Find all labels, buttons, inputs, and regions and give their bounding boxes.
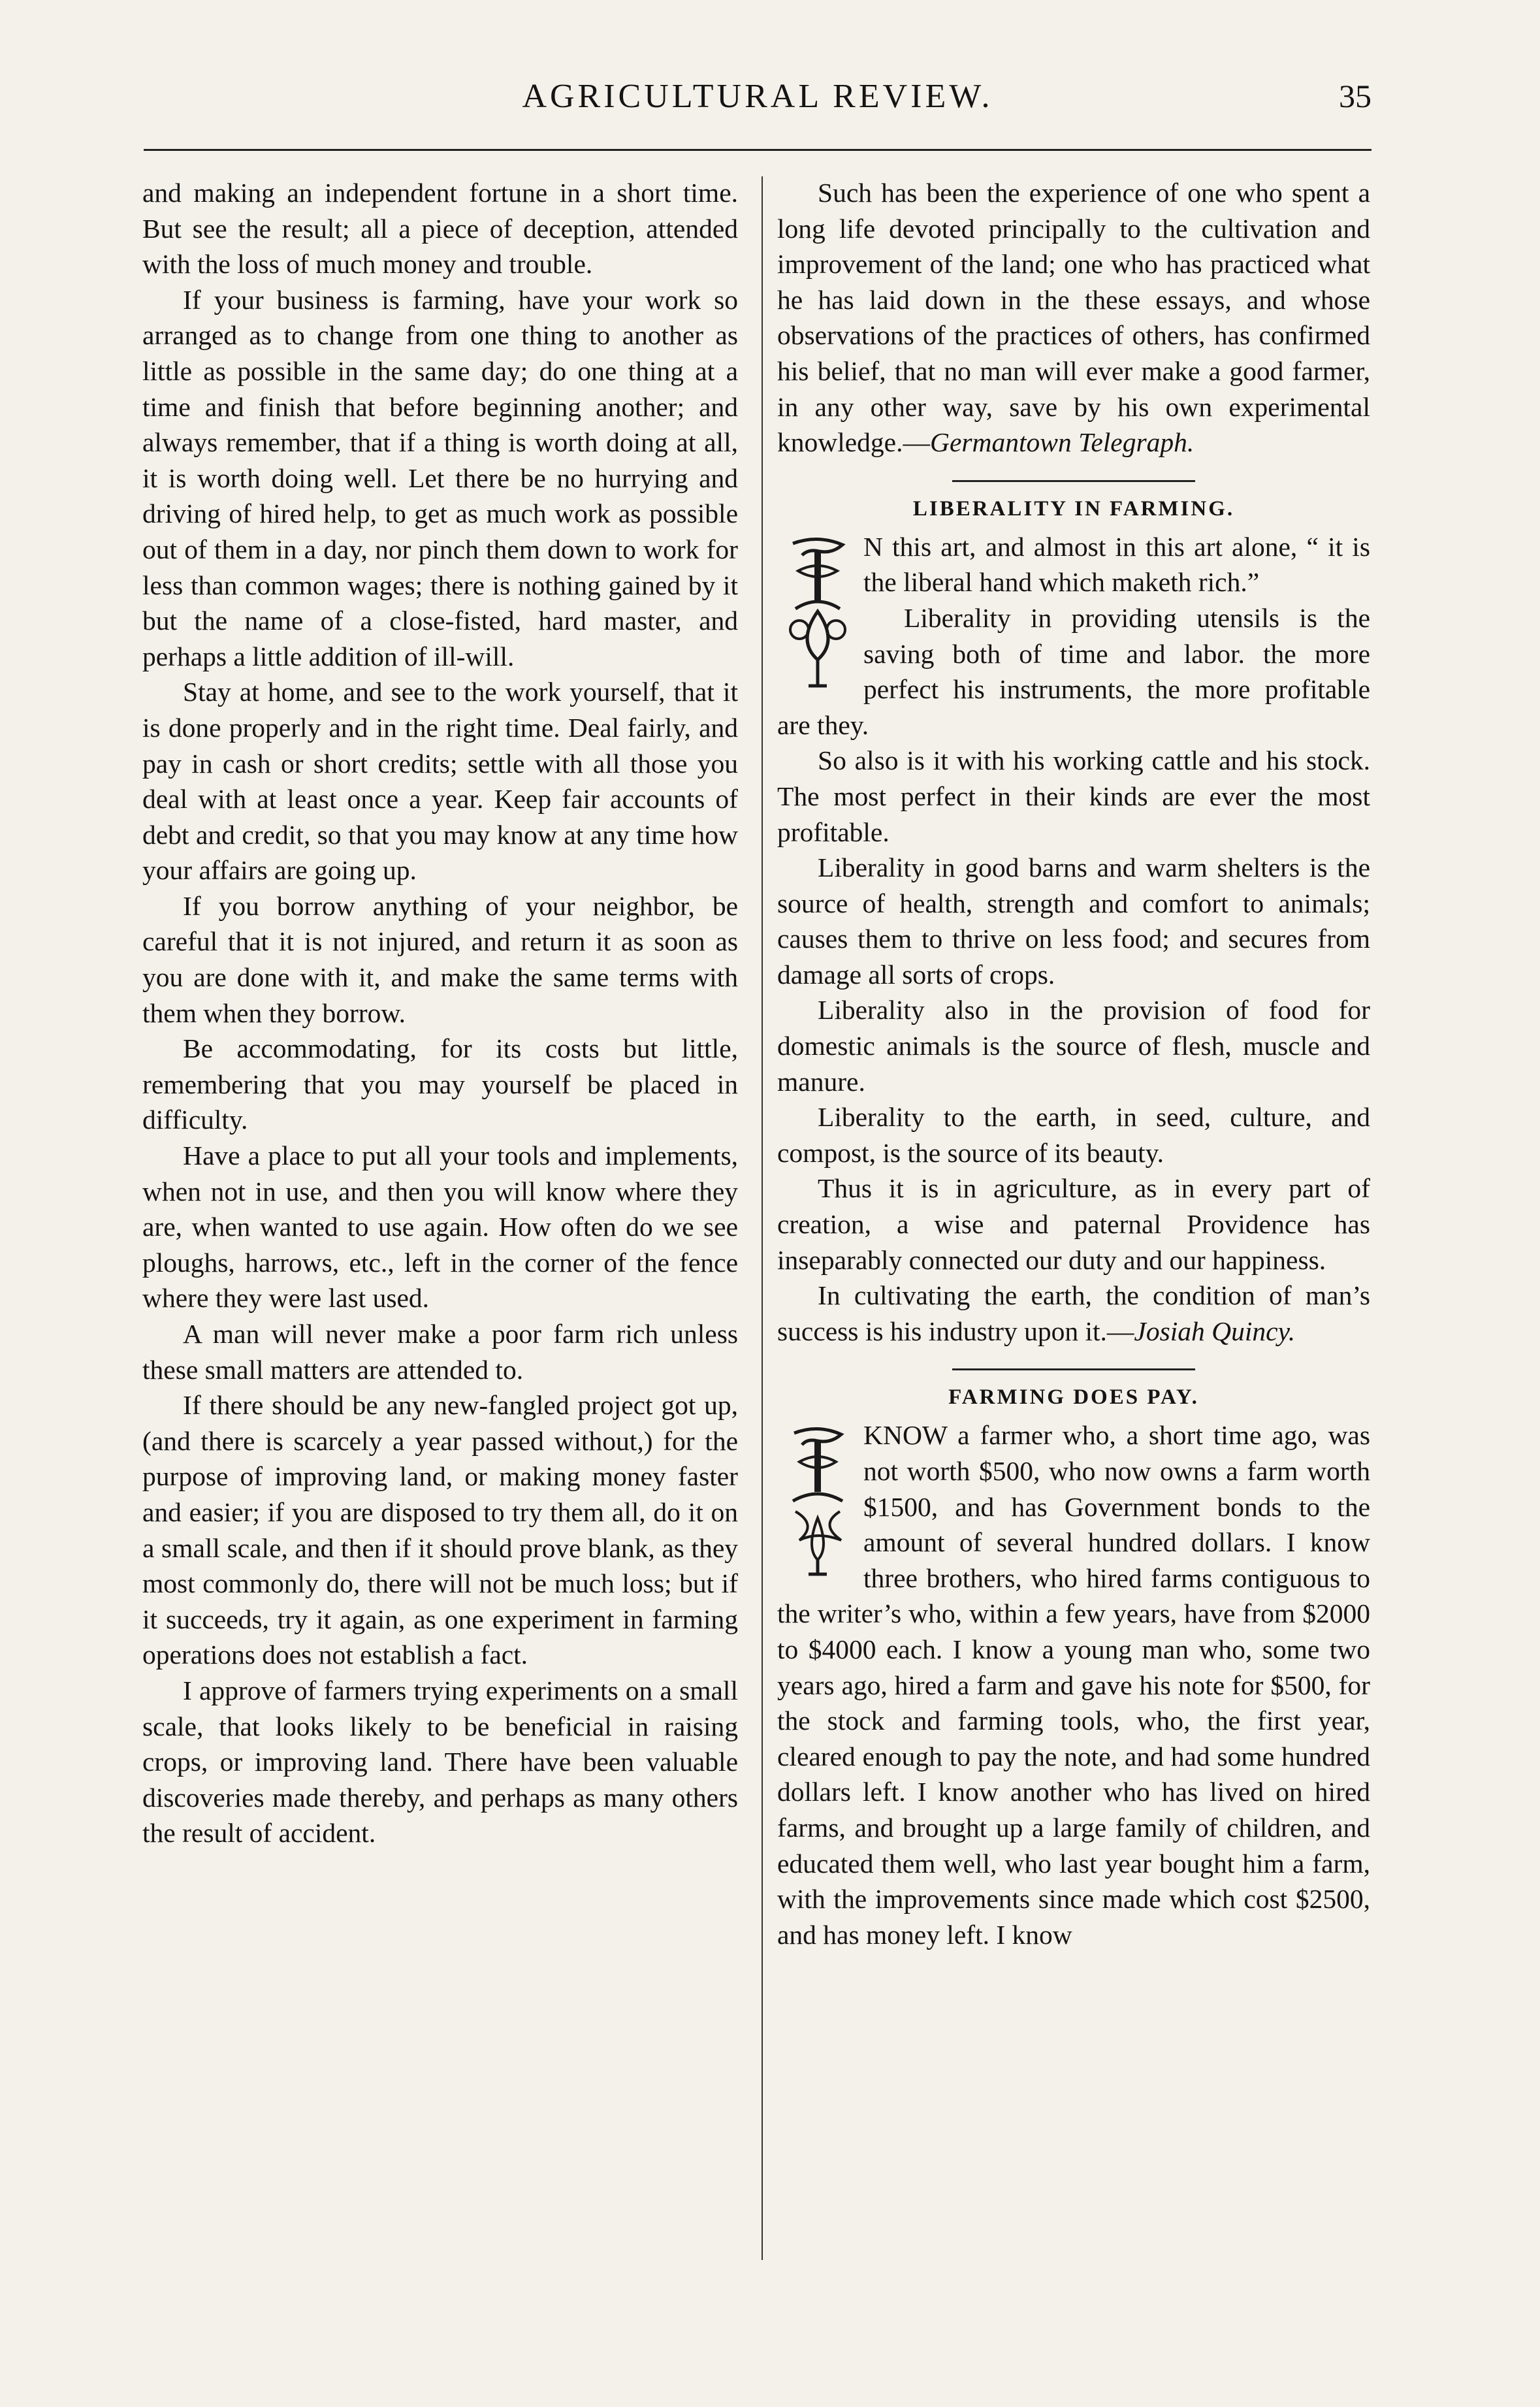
- column-rule: [762, 176, 763, 2260]
- paragraph: Liberality to the earth, in seed, culture, and compost, is the source of its beauty.: [777, 1102, 1370, 1168]
- paragraph: Have a place to put all your tools and implements, when not in use, and then you will know where they are, when wanted to use again. How often do we see ploughs, harrows, etc., left in the corner of the fence where they were last used.: [142, 1140, 738, 1314]
- ornamental-initial-icon: [780, 532, 857, 691]
- ornamental-drop-cap: [780, 1420, 857, 1579]
- paragraph: If there should be any new-fangled project got up, (and there is scarcely a year passed without,) for the purpose of improving land, or making money faster and easier; if you are disposed to try them all, do it on a small scale, and then if it should prove blank, as they most commonly do, there will not be much loss; but if it succeeds, try it again, as one experiment in farming operations does not establish a fact.: [142, 1390, 738, 1670]
- paragraph: A man will never make a poor farm rich unless these small matters are attended to.: [142, 1319, 738, 1385]
- section-rule: [952, 1368, 1195, 1370]
- paragraph: Be accommodating, for its costs but little, remembering that you may yourself be placed in difficulty.: [142, 1033, 738, 1135]
- intro-source: Germantown Telegraph.: [929, 427, 1195, 458]
- quote-source: Josiah Quincy.: [1134, 1316, 1296, 1346]
- paragraph: So also is it with his working cattle and his stock. The most perfect in their kinds are ever the most profitable.: [777, 745, 1370, 847]
- paragraph: If your business is farming, have your work so arranged as to change from one thing to another as little as possible in the same day; do one thing at a time and finish that before beginning another; and always remember, that if a thing is worth doing at all, it is worth doing well. Let there be no hurrying and driving of hired help, to get as much work as possible out of them in a day, nor pinch them down to work for less than common wages; there is nothing gained by it but the name of a close-fisted, hard master, and perhaps a little addition of ill-will.: [142, 284, 738, 671]
- ornamental-initial-icon: [780, 1420, 857, 1579]
- paragraph: Thus it is in agriculture, as in every part of creation, a wise and paternal Providence has inseparably connected our duty and our happiness.: [777, 1173, 1370, 1275]
- section-rule: [952, 480, 1195, 482]
- section-title-liberality: LIBERALITY IN FARMING.: [912, 496, 1235, 521]
- paragraph: KNOW a farmer who, a short time ago, was not worth $500, who now owns a farm worth $1500, and has Government bonds to the amount of several hundred dollars. I know three brothers, who hired farms contiguous to the writer’s who, within a few years, have from $2000 to $4000 each. I know a young man who, some two years ago, hired a farm and gave his note for $500, for the stock and farming tools, who, the first year, cleared enough to pay the note, and had some hundred dollars left. I know another who has lived on hired farms, and brought up a large family of children, and educated them well, who last year bought him a farm, with the improvements since made which cost $2500, and has money left. I know: [777, 1420, 1370, 1950]
- page-number: 35: [1339, 78, 1372, 114]
- paragraph: N this art, and almost in this art alone, “ it is the liberal hand which maketh rich.”: [863, 531, 1370, 598]
- paragraph: and making an independent fortune in a short time. But see the result; all a piece of deception, attended with the loss of much money and trouble.: [142, 178, 738, 280]
- paragraph: Liberality also in the provision of food for domestic animals is the source of flesh, muscle and manure.: [777, 995, 1370, 1097]
- running-head: AGRICULTURAL REVIEW.: [522, 78, 993, 115]
- paragraph: Stay at home, and see to the work yourself, that it is done properly and in the right time. Deal fairly, and pay in cash or short credits; settle with all those you deal with at least once a year. Keep fair accounts of debt and credit, so that you may know at any time how your affairs are going up.: [142, 677, 738, 886]
- ornamental-drop-cap: [780, 532, 857, 691]
- paragraph: I approve of farmers trying experiments on a small scale, that looks likely to be beneficial in raising crops, or improving land. There have been valuable discoveries made thereby, and perhaps as many others the result of accident.: [142, 1675, 738, 1849]
- intro-text: Such has been the experience of one who spent a long life devoted principally to the cultivation and improvement of the land; one who has practiced what he has laid down in the these essays, and whose observations of the practices of others, has confirmed his belief, that no man will ever make a good farmer, in any other way, save by his own experimental knowledge.—: [777, 178, 1370, 458]
- intro-paragraph: [777, 175, 1370, 460]
- paragraph: If you borrow anything of your neighbor, be careful that it is not injured, and return it as soon as you are done with it, and make the same terms with them when they borrow.: [142, 890, 738, 1028]
- paragraph: Liberality in good barns and warm shelters is the source of health, strength and comfort to animals; causes them to thrive on less food; and secures from damage all sorts of crops.: [777, 852, 1370, 990]
- section-title-farming-pays: FARMING DOES PAY.: [948, 1385, 1199, 1410]
- header-rule: [144, 149, 1372, 151]
- page-header: [144, 77, 1372, 129]
- paragraph-text: In cultivating the earth, the condition of man’s success is his industry upon it.—: [777, 1280, 1370, 1346]
- right-column: [777, 175, 1370, 1952]
- left-column: [142, 175, 738, 1851]
- paragraph: Liberality in providing utensils is the saving both of time and labor. the more perfect his instruments, the more profitable are they.: [777, 602, 1370, 740]
- paragraph: [777, 1278, 1370, 1349]
